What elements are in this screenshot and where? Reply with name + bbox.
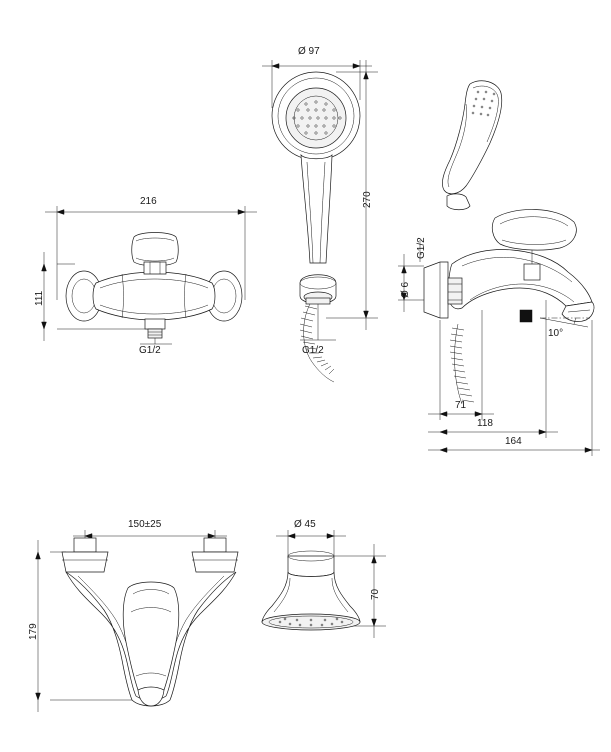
view-hand-shower — [262, 60, 378, 382]
dim-label-71: 71 — [455, 400, 467, 411]
view-bottom-mixer — [36, 530, 238, 712]
view-shower-face — [262, 530, 386, 638]
dim-label-70: 70 — [370, 588, 381, 600]
dim-label-164: 164 — [505, 436, 522, 447]
dim-label-270: 270 — [362, 191, 373, 208]
dim-label-118: 118 — [477, 418, 493, 429]
dim-label-dia45: Ø 45 — [294, 519, 316, 530]
view-side-mixer — [398, 81, 600, 456]
dim-label-216: 216 — [140, 196, 157, 207]
dim-label-angle10: 10° — [548, 328, 564, 339]
dim-label-g12-hose: G1/2 — [302, 345, 324, 356]
dim-label-150: 150±25 — [128, 519, 162, 530]
view-front-mixer — [42, 206, 257, 344]
dim-label-dia97: Ø 97 — [298, 46, 320, 57]
dim-label-179: 179 — [28, 623, 39, 640]
dim-label-dia6: Ø 6 — [400, 281, 411, 298]
dim-label-g12-front: G1/2 — [139, 345, 161, 356]
dim-label-g12-side: G1/2 — [416, 237, 427, 259]
dim-label-111: 111 — [34, 290, 45, 306]
